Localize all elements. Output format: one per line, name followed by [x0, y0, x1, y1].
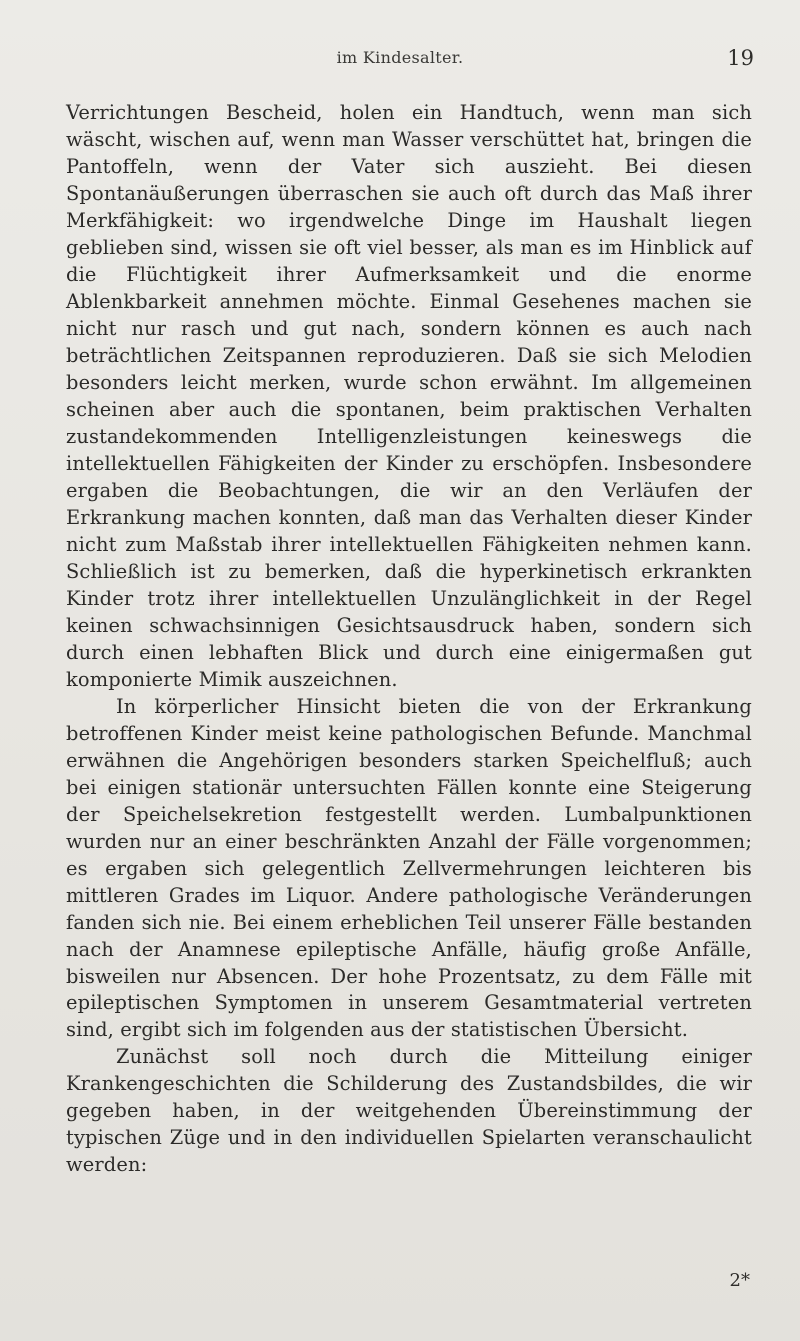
paragraph-2: In körperlicher Hinsicht bieten die von der Erkrankung betroffenen Kinder meist keine pathologischen Befunde. Manchmal erwähnen die Angehörigen besonders starken Speichelfluß; auch bei einigen stationär untersuchten Fällen konnte eine Steigerung der Speichelsekretion festgestellt werden. Lumbalpunktionen wurden nur an einer beschränkten Anzahl der Fälle vorgenommen; es ergaben sich gelegentlich Zellvermehrungen leichteren bis mittleren Grades im Liquor. Andere pathologische Veränderungen fanden sich nie. Bei einem erheblichen Teil unserer Fälle bestanden nach der Anamnese epileptische Anfälle, häufig große Anfälle, bisweilen nur Absencen. Der hohe Prozentsatz, zu dem Fälle mit epileptischen Symptomen in unserem Gesamtmaterial vertreten sind, ergibt sich im folgenden aus der statistischen Übersicht. — [66, 694, 752, 1042]
body-text — [66, 100, 752, 1179]
paragraph-1: Verrichtungen Bescheid, holen ein Handtuch, wenn man sich wäscht, wischen auf, wenn man Wasser verschüttet hat, bringen die Pantoffeln, wenn der Vater sich auszieht. Bei diesen Spontanäußerungen überraschen sie auch oft durch das Maß ihrer Merkfähigkeit: wo irgendwelche Dinge im Haushalt liegen geblieben sind, wissen sie oft viel besser, als man es im Hinblick auf die Flüchtigkeit ihrer Aufmerksamkeit und die enorme Ablenkbarkeit annehmen möchte. Einmal Gesehenes machen sie nicht nur rasch und gut nach, sondern können es auch nach beträchtlichen Zeitspannen reproduzieren. Daß sie sich Melodien besonders leicht merken, wurde schon erwähnt. Im allgemeinen scheinen aber auch die spontanen, beim praktischen Verhalten zustandekommenden Intelligenzleistungen keineswegs die intellektuellen Fähigkeiten der Kinder zu erschöpfen. Insbesondere ergaben die Beobachtungen, die wir an den Verläufen der Erkrankung machen konnten, daß man das Verhalten dieser Kinder nicht zum Maßstab ihrer intellektuellen Fähigkeiten nehmen kann. Schließlich ist zu bemerken, daß die hyperkinetisch erkrankten Kinder trotz ihrer intellektuellen Unzulänglichkeit in der Regel keinen schwachsinnigen Gesichtsausdruck haben, sondern sich durch einen lebhaften Blick und durch eine einigermaßen gut komponierte Mimik auszeichnen. — [66, 101, 752, 691]
page-number: 19 — [727, 46, 754, 70]
running-title: im Kindesalter. — [336, 48, 464, 67]
signature-mark: 2* — [729, 1270, 750, 1291]
running-header — [0, 48, 800, 72]
paragraph-3: Zunächst soll noch durch die Mitteilung einiger Krankengeschichten die Schilderung des Zustandsbildes, die wir gegeben haben, in der weitgehenden Übereinstimmung der typischen Züge und in den individuellen Spielarten veranschaulicht werden: — [66, 1045, 752, 1177]
